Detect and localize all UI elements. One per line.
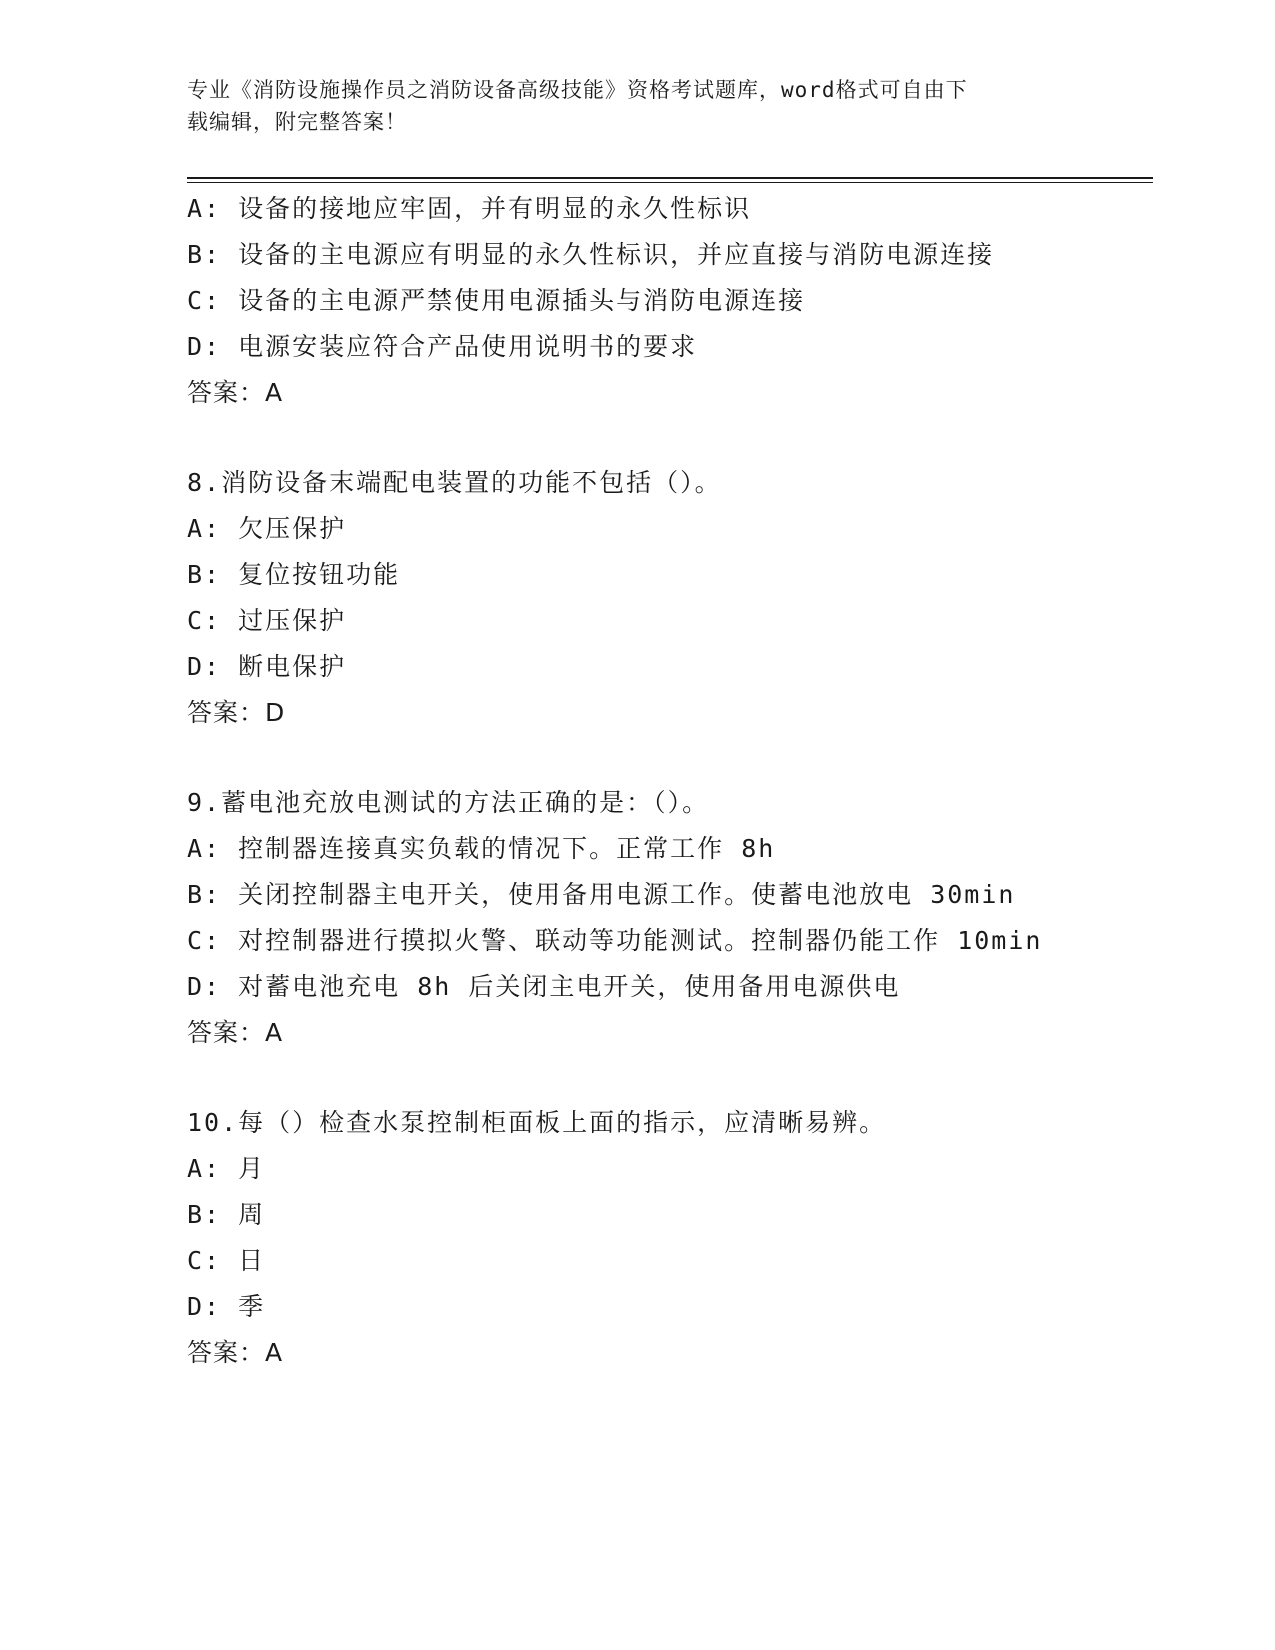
q10-question: 10.每（）检查水泵控制柜面板上面的指示，应清晰易辨。: [187, 1108, 887, 1137]
q7-option-d: D: 电源安装应符合产品使用说明书的要求: [187, 332, 698, 361]
q9-option-d: D: 对蓄电池充电 8h 后关闭主电开关，使用备用电源供电: [187, 972, 901, 1001]
q9-question: 9.蓄电池充放电测试的方法正确的是：（）。: [187, 788, 710, 817]
q10-option-a: A: 月: [187, 1154, 266, 1183]
q10-option-c: C: 日: [187, 1246, 266, 1275]
page-header: [187, 74, 1067, 138]
q9-option-a: A: 控制器连接真实负载的情况下。正常工作 8h: [187, 834, 776, 863]
header-rule-thick: [187, 177, 1153, 179]
q10-option-d: D: 季: [187, 1292, 266, 1321]
q10-answer: 答案：A: [187, 1338, 284, 1367]
spacer: [187, 416, 1147, 460]
header-line-2: 载编辑，附完整答案！: [187, 110, 407, 134]
spacer: [187, 1056, 1147, 1100]
q9-answer: 答案：A: [187, 1018, 284, 1047]
q7-answer: 答案：A: [187, 378, 284, 407]
question-8-block: [187, 460, 1147, 736]
q10-option-b: B: 周: [187, 1200, 266, 1229]
q8-option-a: A: 欠压保护: [187, 514, 347, 543]
q8-option-b: B: 复位按钮功能: [187, 560, 401, 589]
spacer: [187, 736, 1147, 780]
q9-option-c: C: 对控制器进行摸拟火警、联动等功能测试。控制器仍能工作 10min: [187, 926, 1043, 955]
q7-option-b: B: 设备的主电源应有明显的永久性标识，并应直接与消防电源连接: [187, 240, 995, 269]
header-rule-thin: [187, 182, 1153, 183]
q8-option-d: D: 断电保护: [187, 652, 347, 681]
q7-option-c: C: 设备的主电源严禁使用电源插头与消防电源连接: [187, 286, 806, 315]
q8-option-c: C: 过压保护: [187, 606, 347, 635]
q9-option-b: B: 关闭控制器主电开关，使用备用电源工作。使蓄电池放电 30min: [187, 880, 1016, 909]
q8-answer: 答案：D: [187, 698, 286, 727]
question-10-block: [187, 1100, 1147, 1376]
q7-option-a: A: 设备的接地应牢固，并有明显的永久性标识: [187, 194, 752, 223]
question-7-block: [187, 186, 1147, 416]
q8-question: 8.消防设备末端配电装置的功能不包括（）。: [187, 468, 722, 497]
header-line-1: 专业《消防设施操作员之消防设备高级技能》资格考试题库，word格式可自由下: [187, 78, 968, 102]
question-9-block: [187, 780, 1147, 1056]
document-body: [187, 186, 1147, 1376]
